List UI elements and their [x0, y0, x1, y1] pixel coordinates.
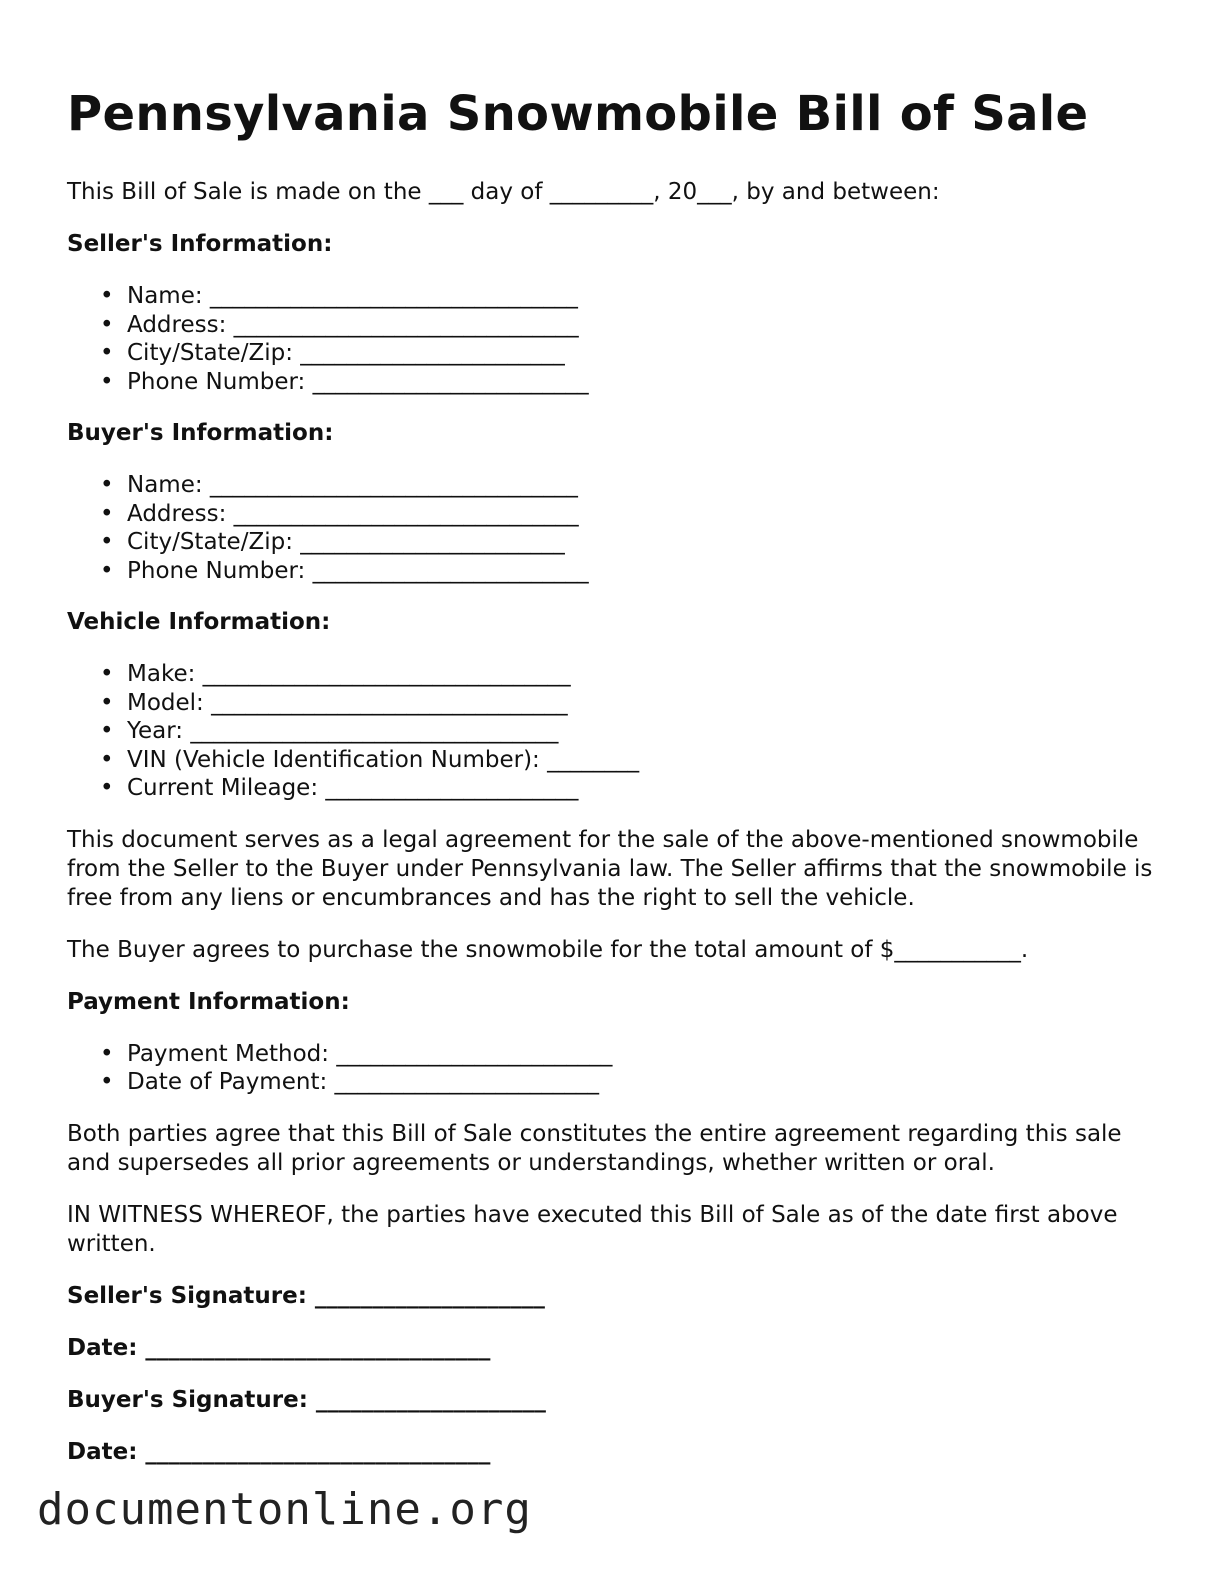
payment-method-field: • Payment Method: ________________________ — [127, 1040, 1167, 1069]
document-title: Pennsylvania Snowmobile Bill of Sale — [67, 86, 1089, 142]
vehicle-mileage-field: • Current Mileage: ______________________ — [127, 774, 1167, 803]
buyer-city-state-zip-field: • City/State/Zip: _______________________ — [127, 528, 1167, 557]
vehicle-year-field: • Year: ________________________________ — [127, 717, 1167, 746]
seller-fields-list — [67, 282, 1167, 396]
intro-paragraph: This Bill of Sale is made on the ___ day of _________, 20___, by and between: — [67, 179, 940, 205]
vehicle-fields-list — [67, 660, 1167, 803]
seller-signature-line: Seller's Signature: ____________________ — [67, 1282, 545, 1309]
legal-paragraph: This document serves as a legal agreement for the sale of the above-mentioned snowmobile from the Seller to the Buyer under Pennsylvania law. The Seller affirms that the snowmobile is free from any liens or encumbrances and has the right to sell the vehicle. — [67, 826, 1153, 911]
seller-phone-field: • Phone Number: ________________________ — [127, 368, 1167, 397]
buyer-phone-field: • Phone Number: ________________________ — [127, 557, 1167, 586]
agreement-paragraph: Both parties agree that this Bill of Sale constitutes the entire agreement regarding this sale and supersedes all prior agreements or understandings, whether written or oral. — [67, 1120, 1122, 1176]
payment-fields-list — [67, 1040, 1167, 1097]
vehicle-heading: Vehicle Information: — [67, 609, 331, 635]
payment-heading: Payment Information: — [67, 988, 350, 1015]
seller-date-line: Date: ______________________________ — [67, 1334, 491, 1361]
witness-paragraph: IN WITNESS WHEREOF, the parties have executed this Bill of Sale as of the date first above written. — [67, 1201, 1118, 1257]
vehicle-vin-field: • VIN (Vehicle Identification Number): ________ — [127, 746, 1167, 775]
buyer-fields-list — [67, 471, 1167, 585]
watermark-text: documentonline.org — [37, 1484, 532, 1535]
vehicle-make-field: • Make: ________________________________ — [127, 660, 1167, 689]
vehicle-model-field: • Model: _______________________________ — [127, 689, 1167, 718]
seller-heading: Seller's Information: — [67, 231, 333, 257]
buyer-name-field: • Name: ________________________________ — [127, 471, 1167, 500]
buyer-date-line: Date: ______________________________ — [67, 1438, 491, 1465]
buyer-heading: Buyer's Information: — [67, 420, 334, 446]
buyer-signature-line: Buyer's Signature: ____________________ — [67, 1386, 546, 1413]
buyer-address-field: • Address: ______________________________ — [127, 500, 1167, 529]
document-page — [67, 84, 1167, 1490]
seller-address-field: • Address: ______________________________ — [127, 311, 1167, 340]
payment-date-field: • Date of Payment: _______________________ — [127, 1068, 1167, 1097]
purchase-paragraph: The Buyer agrees to purchase the snowmobile for the total amount of $___________. — [67, 936, 1029, 963]
seller-city-state-zip-field: • City/State/Zip: _______________________ — [127, 339, 1167, 368]
seller-name-field: • Name: ________________________________ — [127, 282, 1167, 311]
